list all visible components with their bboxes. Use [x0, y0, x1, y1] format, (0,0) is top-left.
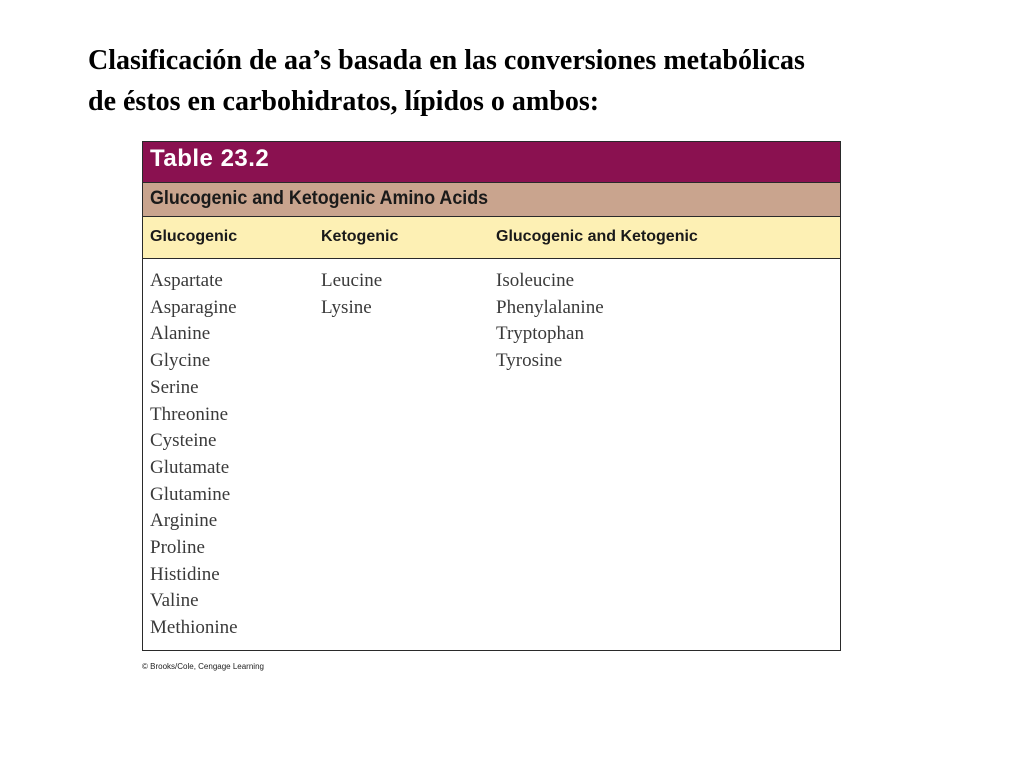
list-item: Cysteine — [150, 430, 217, 452]
list-item: Aspartate — [150, 270, 223, 291]
list-item: Alanine — [150, 323, 211, 345]
list-item: Serine — [150, 376, 199, 398]
list-item: Histidine — [150, 563, 220, 585]
list-item: Arginine — [150, 510, 218, 532]
list-item: Glutamate — [150, 456, 230, 478]
list-item: Tyrosine — [496, 350, 563, 372]
table-number: Table 23.2 — [150, 145, 270, 172]
table-header-row — [143, 217, 840, 259]
list-item: Glycine — [150, 350, 211, 372]
column-header-glucogenic-and-ketogenic: Glucogenic and Ketogenic — [496, 228, 698, 245]
slide-title — [88, 40, 988, 122]
list-item: Asparagine — [150, 296, 237, 318]
list-item: Threonine — [150, 403, 229, 425]
column-glucogenic — [150, 268, 238, 642]
slide-title-line-1: Clasificación de aa’s basada en las conversiones metabólicas — [88, 45, 805, 76]
list-item: Leucine — [321, 270, 383, 291]
list-item: Valine — [150, 590, 199, 612]
list-item: Glutamine — [150, 483, 231, 505]
list-item: Tryptophan — [496, 323, 584, 345]
table-title: Glucogenic and Ketogenic Amino Acids — [150, 188, 489, 209]
list-item: Methionine — [150, 617, 238, 639]
list-item: Isoleucine — [496, 270, 575, 291]
table-number-bar — [143, 142, 840, 183]
column-ketogenic — [321, 268, 382, 321]
list-item: Lysine — [321, 296, 372, 318]
slide-title-line-2: de éstos en carbohidratos, lípidos o ambos: — [88, 86, 600, 117]
amino-acid-table — [142, 141, 841, 651]
copyright-credit: © Brooks/Cole, Cengage Learning — [142, 662, 264, 671]
table-title-bar — [143, 183, 840, 217]
list-item: Phenylalanine — [496, 296, 604, 318]
column-glucogenic-and-ketogenic — [496, 268, 604, 375]
list-item: Proline — [150, 537, 205, 559]
column-header-ketogenic: Ketogenic — [321, 228, 399, 245]
column-header-glucogenic: Glucogenic — [150, 228, 238, 245]
